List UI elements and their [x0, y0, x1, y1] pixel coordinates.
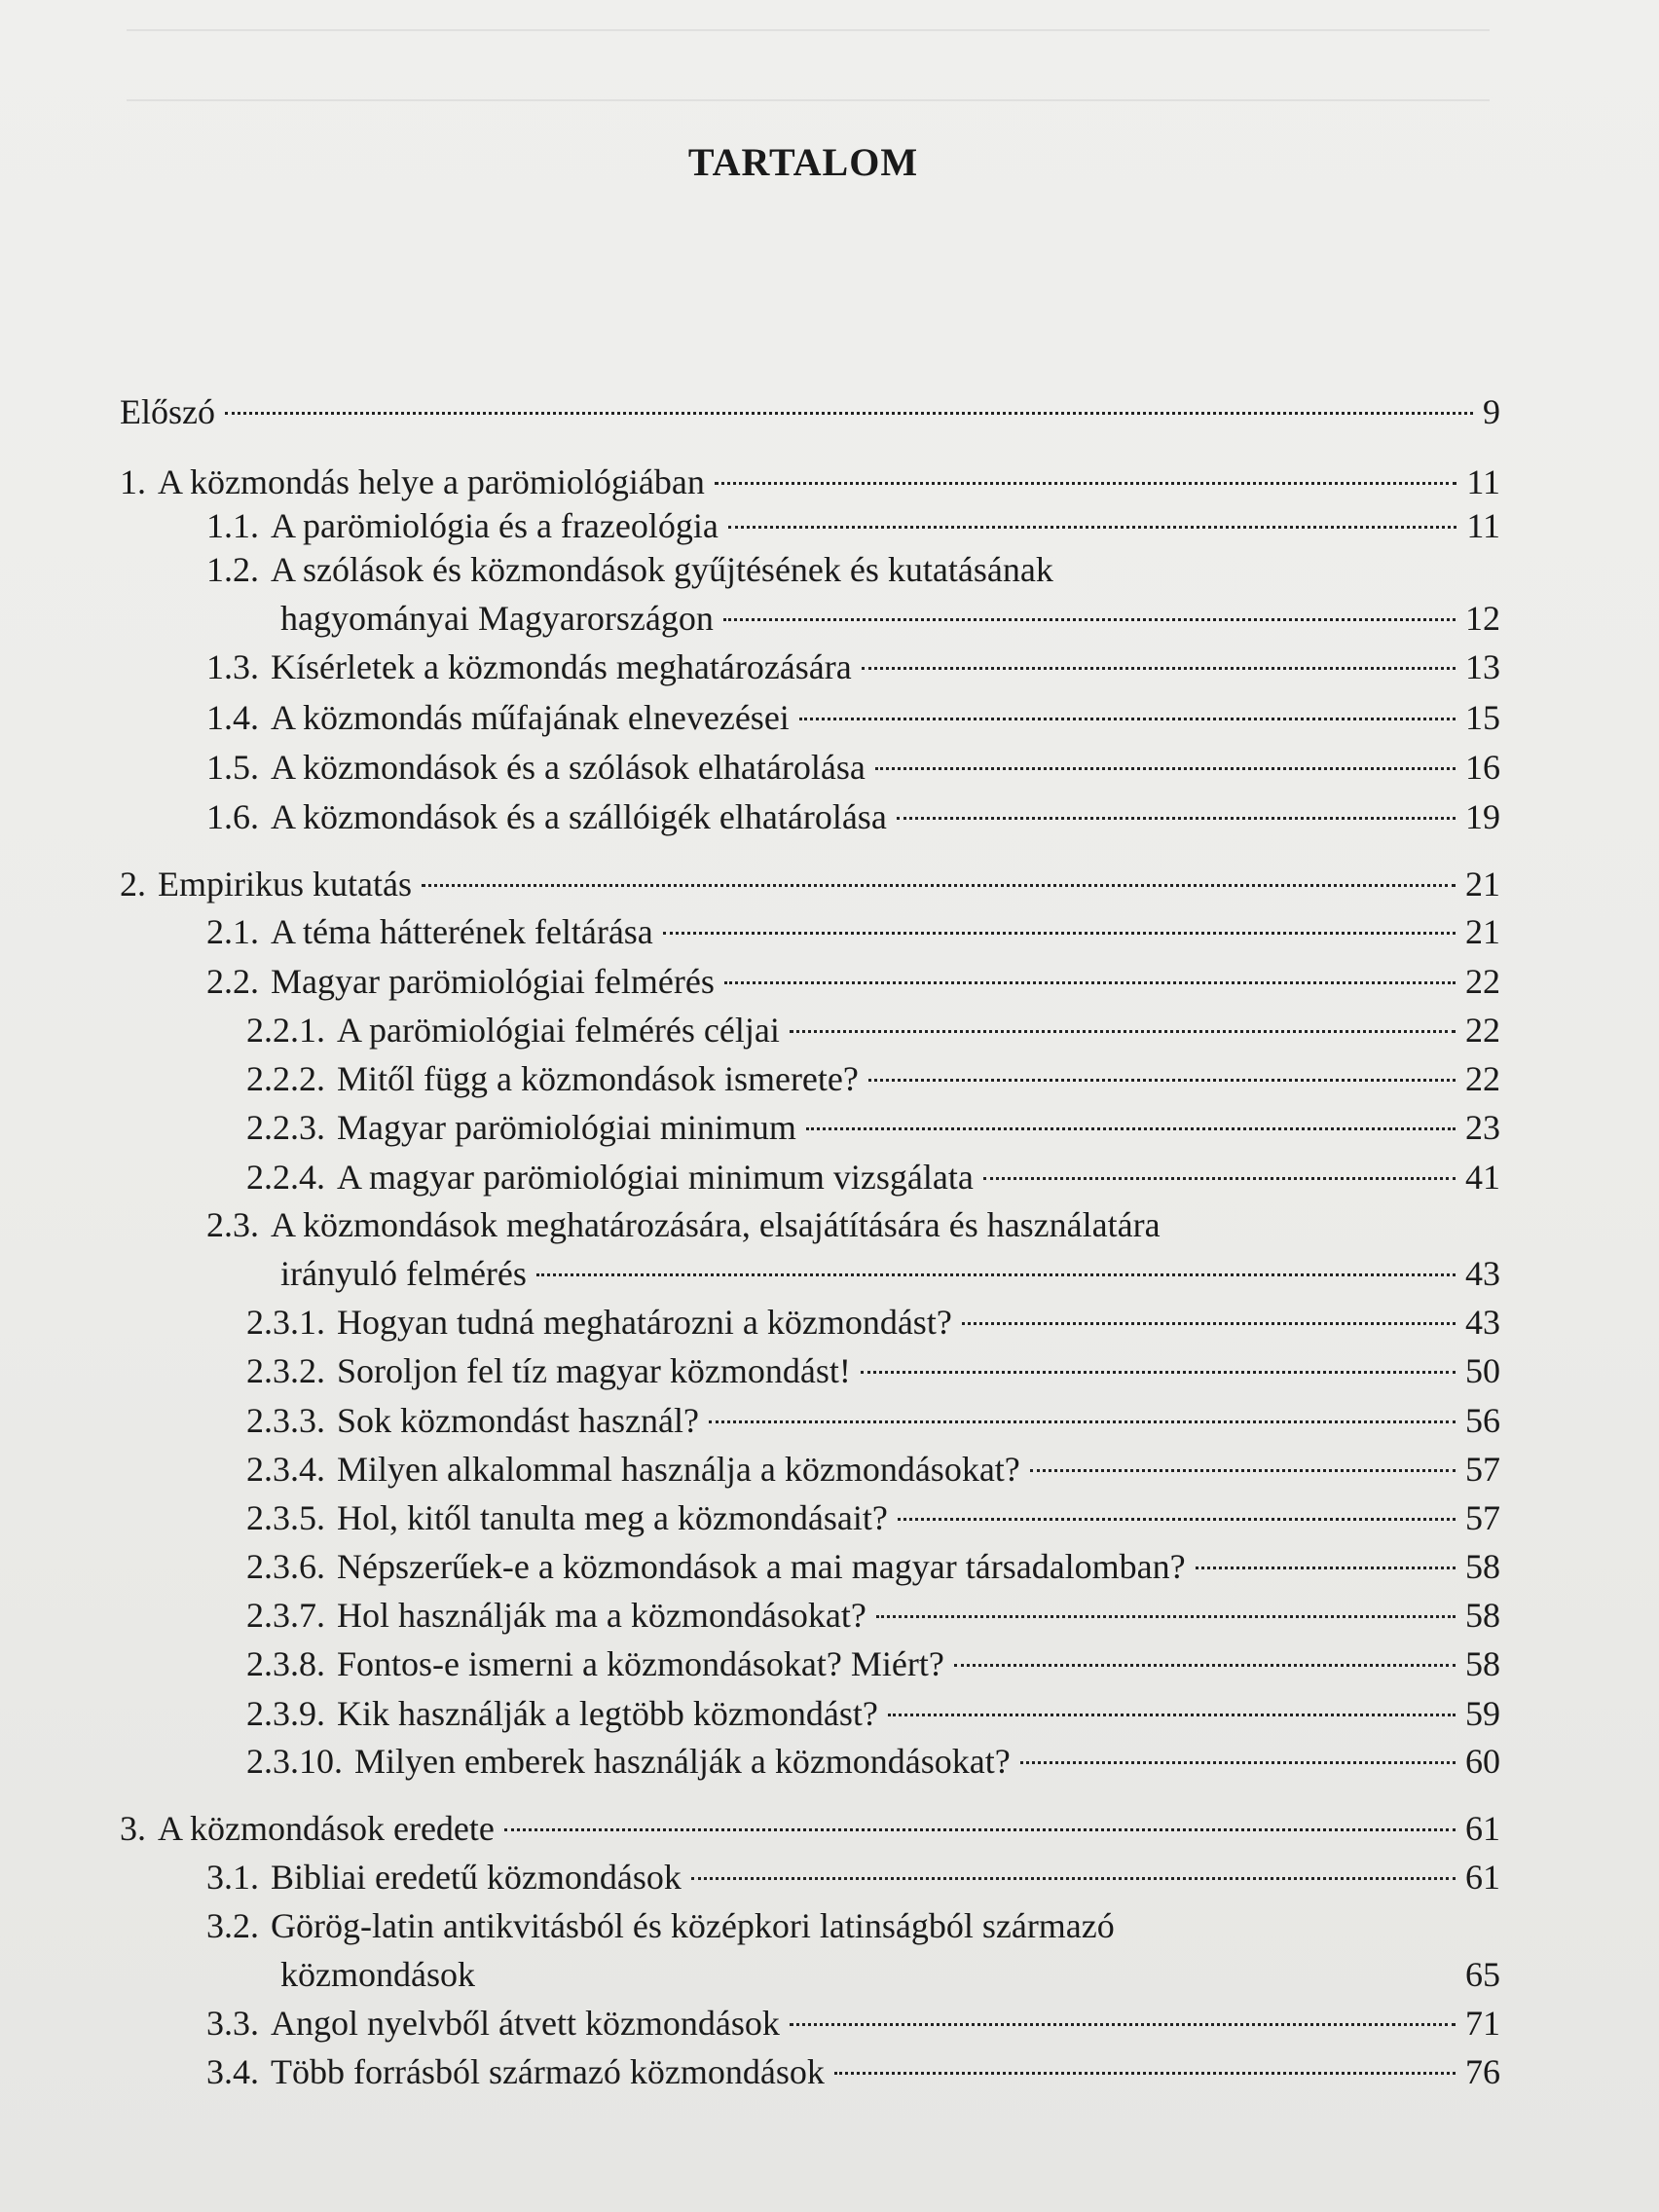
toc-entry — [246, 1689, 1500, 1738]
toc-entry-page: 76 — [1465, 2052, 1500, 2091]
toc-entry-first-line — [206, 1901, 1115, 1950]
toc-entry-number: 1. — [120, 462, 146, 501]
toc-entry-number: 2.3.3. — [246, 1401, 325, 1440]
toc-entry-number: 1.6. — [206, 797, 259, 836]
toc-entry — [206, 793, 1500, 841]
toc-entry — [246, 1054, 1500, 1103]
toc-entry-number: 1.2. — [206, 550, 259, 589]
toc-entry — [246, 1542, 1500, 1591]
toc-entry-number: 2.3.5. — [246, 1498, 325, 1537]
toc-entry-first-line — [206, 1200, 1161, 1249]
toc-entry-number: 2.2.1. — [246, 1011, 325, 1050]
toc-entry — [120, 860, 1500, 908]
toc-entry-title: Sok közmondást használ? — [337, 1401, 699, 1440]
toc-entry — [246, 1298, 1500, 1346]
toc-entry-title: Kísérletek a közmondás meghatározására — [271, 647, 852, 686]
toc-entry-number: 2.3.4. — [246, 1450, 325, 1489]
dot-leader — [834, 2072, 1456, 2075]
dot-leader — [663, 932, 1456, 935]
toc-entry-page: 61 — [1465, 1809, 1500, 1848]
toc-entry — [280, 594, 1500, 643]
toc-entry-title: Kik használják a legtöbb közmondást? — [337, 1694, 878, 1733]
toc-entry-number: 2. — [120, 865, 146, 903]
toc-entry — [206, 693, 1500, 742]
toc-entry-number: 2.2. — [206, 962, 259, 1001]
dot-leader — [723, 618, 1456, 621]
toc-entry — [206, 501, 1500, 550]
toc-entry-first-line — [206, 545, 1053, 594]
toc-entry-title: Empirikus kutatás — [158, 865, 412, 903]
toc-entry-title: A közmondás helye a parömiológiában — [158, 462, 705, 501]
toc-entry — [206, 907, 1500, 956]
dot-leader — [691, 1877, 1456, 1880]
toc-entry-page: 65 — [1465, 1955, 1500, 1994]
toc-entry-page: 57 — [1465, 1450, 1500, 1489]
toc-entry-number: 2.3.7. — [246, 1596, 325, 1635]
toc-entry-number: 2.3.1. — [246, 1303, 325, 1342]
toc-entry-page: 58 — [1465, 1644, 1500, 1683]
toc-entry-page: 9 — [1483, 392, 1500, 431]
toc-entry — [280, 1950, 1500, 1999]
page-title: TARTALOM — [687, 140, 919, 184]
toc-entry-page: 71 — [1465, 2004, 1500, 2043]
toc-entry — [246, 1346, 1500, 1395]
dot-leader — [897, 817, 1456, 820]
toc-entry-title: A közmondások eredete — [158, 1809, 495, 1848]
toc-entry — [206, 957, 1500, 1006]
toc-entry-title: Bibliai eredetű közmondások — [271, 1858, 682, 1897]
toc-entry-page: 43 — [1465, 1254, 1500, 1293]
toc-entry-number: 1.1. — [206, 506, 259, 545]
dot-leader — [504, 1828, 1456, 1831]
dot-leader — [790, 2023, 1456, 2026]
toc-entry — [246, 1591, 1500, 1640]
dot-leader — [1030, 1469, 1456, 1472]
toc-entry-title: Magyar parömiológiai minimum — [337, 1108, 796, 1147]
toc-entry-title: A szólások és közmondások gyűjtésének és kutatásának — [271, 550, 1053, 589]
dot-leader — [983, 1177, 1456, 1180]
toc-entry — [206, 643, 1500, 691]
dot-leader — [876, 1615, 1456, 1618]
toc-entry-number: 3. — [120, 1809, 146, 1848]
toc-entry — [246, 1445, 1500, 1493]
toc-entry-title: A parömiológia és a frazeológia — [271, 506, 719, 545]
toc-entry-page: 57 — [1465, 1498, 1500, 1537]
toc-entry-title: Magyar parömiológiai felmérés — [271, 962, 715, 1001]
toc-entry — [120, 1804, 1500, 1853]
toc-entry — [120, 387, 1500, 436]
toc-entry-title-continuation: közmondások — [280, 1955, 475, 1994]
dot-leader — [868, 1079, 1456, 1082]
toc-entry-page: 16 — [1465, 748, 1500, 787]
toc-entry-title: A közmondások és a szólások elhatárolása — [271, 748, 866, 787]
toc-entry-number: 2.2.2. — [246, 1059, 325, 1098]
toc-entry — [206, 1853, 1500, 1901]
toc-entry-page: 21 — [1465, 865, 1500, 903]
toc-entry-title: Angol nyelvből átvett közmondások — [271, 2004, 780, 2043]
toc-entry-title: Soroljon fel tíz magyar közmondást! — [337, 1351, 851, 1390]
dot-leader — [799, 718, 1456, 720]
toc-entry-title: Milyen emberek használják a közmondásokat? — [354, 1742, 1011, 1781]
toc-entry — [280, 1249, 1500, 1298]
toc-entry-title-continuation: irányuló felmérés — [280, 1254, 527, 1293]
toc-entry-title: A közmondások meghatározására, elsajátítására és használatára — [271, 1205, 1161, 1244]
toc-entry-title: A magyar parömiológiai minimum vizsgálata — [337, 1158, 974, 1197]
toc-entry-number: 1.4. — [206, 698, 259, 737]
toc-entry-page: 43 — [1465, 1303, 1500, 1342]
dot-leader — [724, 981, 1456, 984]
toc-entry-page: 15 — [1465, 698, 1500, 737]
dot-leader — [954, 1664, 1456, 1667]
dot-leader — [225, 412, 1473, 415]
toc-entry-page: 58 — [1465, 1547, 1500, 1586]
dot-leader — [1196, 1567, 1456, 1569]
dot-leader — [715, 482, 1456, 485]
toc-entry — [246, 1396, 1500, 1445]
dot-leader — [962, 1322, 1456, 1325]
toc-entry-number: 3.4. — [206, 2052, 259, 2091]
dot-leader — [536, 1273, 1456, 1276]
toc-entry — [206, 743, 1500, 792]
toc-entry-title: Népszerűek-e a közmondások a mai magyar társadalomban? — [337, 1547, 1186, 1586]
toc-entry — [206, 2047, 1500, 2096]
toc-entry-page: 58 — [1465, 1596, 1500, 1635]
toc-entry-page: 19 — [1465, 797, 1500, 836]
toc-entry-number: 1.5. — [206, 748, 259, 787]
toc-entry-page: 22 — [1465, 1059, 1500, 1098]
toc-entry — [120, 458, 1500, 506]
toc-entry-page: 22 — [1465, 1011, 1500, 1050]
toc-entry-number: 1.3. — [206, 647, 259, 686]
toc-entry-number: 3.2. — [206, 1906, 259, 1945]
toc-entry-page: 13 — [1465, 647, 1500, 686]
toc-entry-page: 56 — [1465, 1401, 1500, 1440]
toc-entry-title: A parömiológiai felmérés céljai — [337, 1011, 780, 1050]
dot-leader — [875, 767, 1456, 770]
toc-entry — [246, 1737, 1500, 1786]
toc-entry-number: 2.2.4. — [246, 1158, 325, 1197]
toc-entry-page: 22 — [1465, 962, 1500, 1001]
toc-entry-page: 61 — [1465, 1858, 1500, 1897]
toc-entry-page: 11 — [1466, 506, 1500, 545]
toc-entry-title: Mitől függ a közmondások ismerete? — [337, 1059, 859, 1098]
dot-leader — [806, 1127, 1456, 1130]
dot-leader — [888, 1714, 1456, 1716]
dot-leader — [790, 1030, 1456, 1033]
toc-entry-title: Több forrásból származó közmondások — [271, 2052, 825, 2091]
bleed-through-header — [127, 29, 1490, 101]
toc-entry-title: A közmondások és a szállóigék elhatárolása — [271, 797, 887, 836]
toc-entry-number: 2.1. — [206, 912, 259, 951]
toc-entry-page: 41 — [1465, 1158, 1500, 1197]
dot-leader — [422, 884, 1456, 887]
dot-leader — [861, 1371, 1456, 1374]
dot-leader — [1020, 1761, 1456, 1764]
dot-leader — [862, 667, 1456, 670]
toc-entry-title: Előszó — [120, 392, 215, 431]
toc-entry — [246, 1640, 1500, 1688]
toc-entry-title: A közmondás műfajának elnevezései — [271, 698, 790, 737]
toc-entry-page: 60 — [1465, 1742, 1500, 1781]
toc-entry-title: Fontos-e ismerni a közmondásokat? Miért? — [337, 1644, 944, 1683]
toc-entry-title: Hol, kitől tanulta meg a közmondásait? — [337, 1498, 888, 1537]
toc-entry-page: 59 — [1465, 1694, 1500, 1733]
toc-entry-number: 2.2.3. — [246, 1108, 325, 1147]
toc-entry-number: 2.3.9. — [246, 1694, 325, 1733]
toc-entry-title: Milyen alkalommal használja a közmondásokat? — [337, 1450, 1020, 1489]
dot-leader — [709, 1420, 1456, 1423]
toc-entry-title: Hol használják ma a közmondásokat? — [337, 1596, 866, 1635]
toc-entry-number: 3.1. — [206, 1858, 259, 1897]
toc-entry-page: 23 — [1465, 1108, 1500, 1147]
toc-entry-number: 2.3.6. — [246, 1547, 325, 1586]
toc-entry-title: Hogyan tudná meghatározni a közmondást? — [337, 1303, 952, 1342]
toc-entry — [206, 1999, 1500, 2047]
dot-leader — [728, 526, 1457, 529]
toc-entry-page: 12 — [1465, 599, 1500, 638]
toc-entry-number: 2.3.10. — [246, 1742, 343, 1781]
toc-entry — [246, 1103, 1500, 1152]
toc-entry-number: 3.3. — [206, 2004, 259, 2043]
toc-entry-number: 2.3. — [206, 1205, 259, 1244]
toc-entry-page: 21 — [1465, 912, 1500, 951]
toc-entry-page: 11 — [1466, 462, 1500, 501]
dot-leader — [898, 1518, 1456, 1521]
toc-entry-number: 2.3.8. — [246, 1644, 325, 1683]
toc-entry-title: A téma hátterének feltárása — [271, 912, 653, 951]
toc-entry — [246, 1006, 1500, 1054]
toc-entry-number: 2.3.2. — [246, 1351, 325, 1390]
toc-entry-page: 50 — [1465, 1351, 1500, 1390]
toc-entry — [246, 1153, 1500, 1201]
toc-entry — [246, 1493, 1500, 1542]
toc-entry-title: Görög-latin antikvitásból és középkori latinságból származó — [271, 1906, 1115, 1945]
toc-entry-title-continuation: hagyományai Magyarországon — [280, 599, 714, 638]
